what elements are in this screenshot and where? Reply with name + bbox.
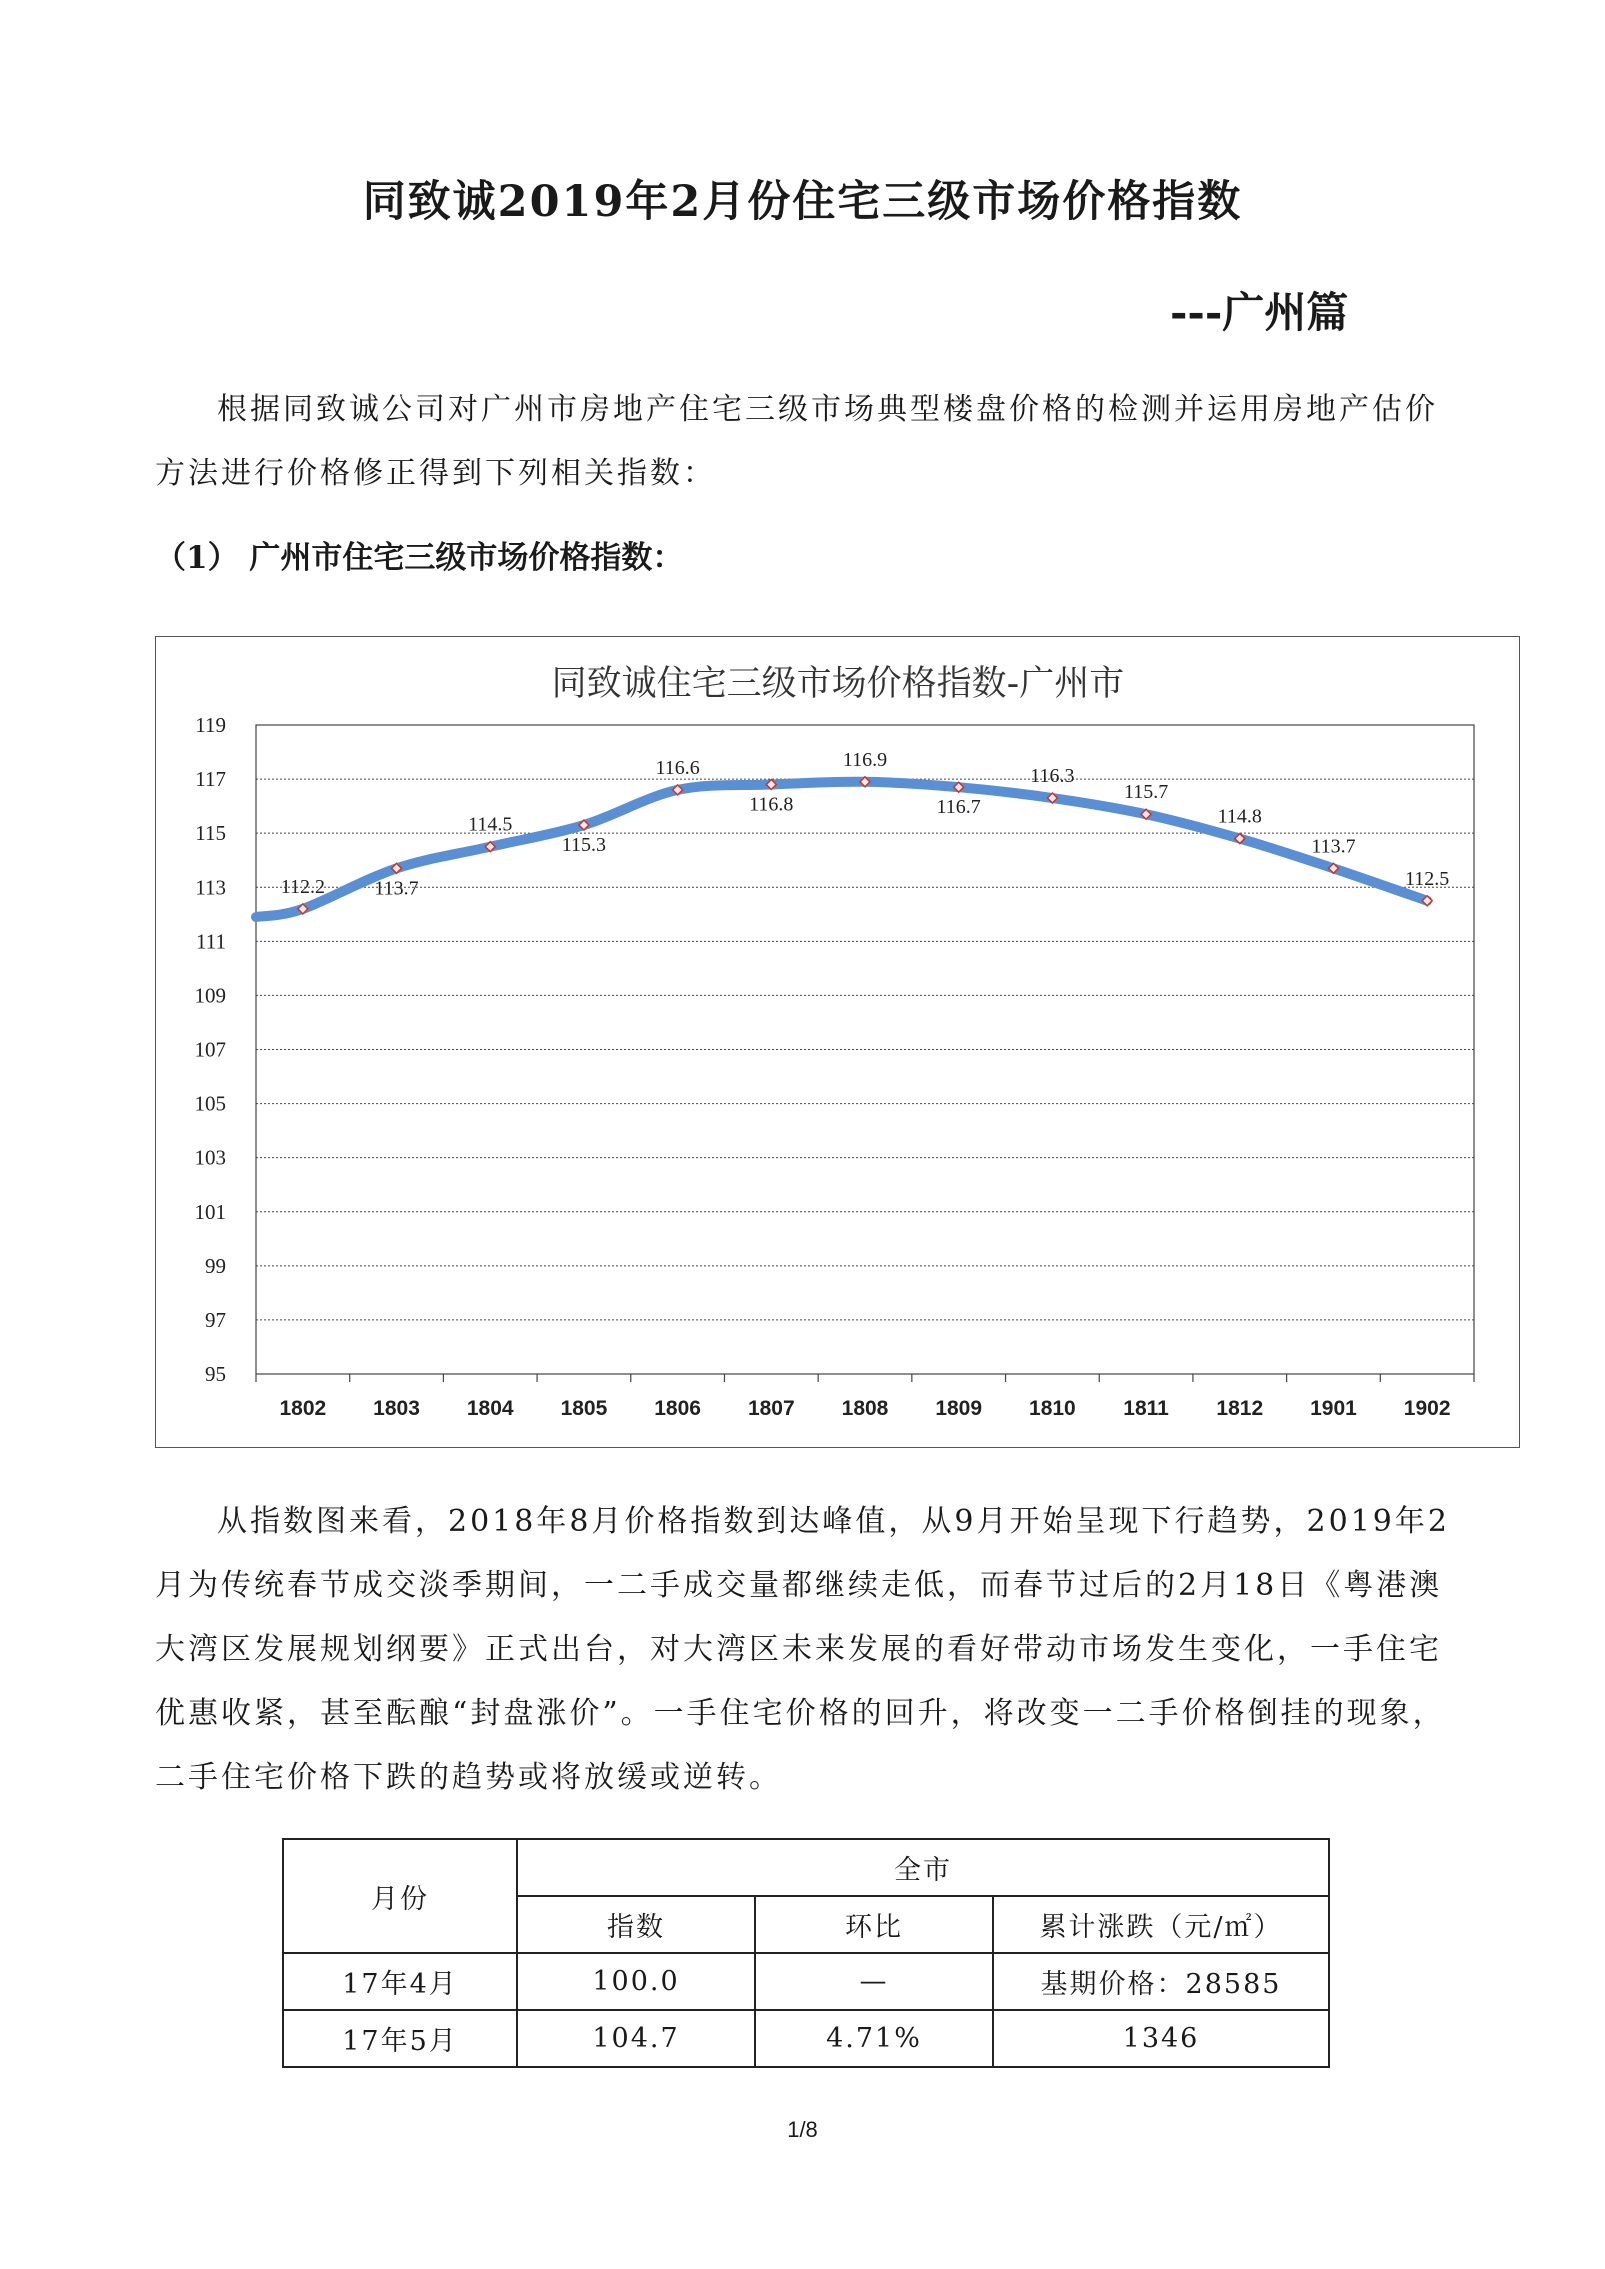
- data-label: 112.2: [280, 875, 325, 898]
- x-tick-label: 1804: [466, 1397, 514, 1420]
- section-heading: （1） 广州市住宅三级市场价格指数：: [155, 540, 684, 576]
- header-citywide: 全市: [517, 1839, 1329, 1896]
- page-title: 同致诚2019年2月份住宅三级市场价格指数: [362, 177, 1243, 227]
- chart-svg: [156, 637, 1521, 1449]
- chart-title: 同致诚住宅三级市场价格指数-广州市: [551, 664, 1125, 704]
- data-label: 112.5: [1405, 867, 1450, 890]
- header-mom: 环比: [755, 1896, 993, 1953]
- data-label: 114.8: [1217, 805, 1262, 828]
- x-tick-label: 1901: [1310, 1397, 1357, 1420]
- cell-month: 17年5月: [283, 2010, 517, 2067]
- x-tick-label: 1806: [654, 1397, 701, 1420]
- x-tick-label: 1902: [1403, 1397, 1451, 1420]
- y-tick-label: 101: [194, 1199, 226, 1224]
- page-number: 1/8: [787, 2117, 818, 2142]
- y-tick-label: 99: [205, 1253, 226, 1278]
- header-index: 指数: [517, 1896, 755, 1953]
- y-tick-label: 119: [195, 713, 226, 737]
- data-label: 114.5: [468, 813, 513, 836]
- x-tick-label: 1807: [747, 1397, 795, 1420]
- x-tick-label: 1802: [279, 1397, 327, 1420]
- intro-paragraph: 根据同致诚公司对广州市房地产住宅三级市场典型楼盘价格的检测并运用房地产估价方法进行价格修正得到下列相关指数：: [155, 392, 1438, 491]
- cell-cumulative: 1346: [993, 2010, 1329, 2067]
- series-line: [256, 782, 1427, 917]
- cell-mom: 4.71%: [755, 2010, 993, 2067]
- index-table: [282, 1838, 1330, 2068]
- x-tick-label: 1805: [560, 1397, 608, 1420]
- table-row: [283, 1953, 1329, 2010]
- data-label: 116.6: [655, 756, 700, 779]
- analysis-paragraph: 从指数图来看，2018年8月价格指数到达峰值，从9月开始呈现下行趋势，2019年2月为传统春节成交淡季期间，一二手成交量都继续走低，而春节过后的2月18日《粤港澳大湾区发展规划纲要》正式出台，对大湾区未来发展的看好带动市场发生变化，一手住宅优惠收紧，甚至酝酿“封盘涨价”。一手住宅价格的回升，将改变一二手价格倒挂的现象，二手住宅价格下跌的趋势或将放缓或逆转。: [155, 1504, 1450, 1795]
- x-tick-label: 1808: [841, 1397, 889, 1420]
- x-tick-label: 1811: [1123, 1397, 1169, 1420]
- x-tick-label: 1809: [935, 1397, 983, 1420]
- data-label: 116.9: [842, 748, 888, 771]
- data-label: 116.3: [1030, 765, 1075, 788]
- y-tick-label: 97: [205, 1307, 226, 1332]
- x-tick-label: 1810: [1029, 1397, 1076, 1420]
- data-label: 113.7: [374, 877, 419, 900]
- data-label: 116.8: [749, 793, 794, 816]
- y-tick-label: 107: [194, 1037, 226, 1062]
- y-tick-label: 113: [195, 875, 226, 900]
- x-tick-label: 1803: [373, 1397, 420, 1420]
- header-month: 月份: [283, 1839, 517, 1953]
- y-tick-label: 115: [195, 821, 226, 846]
- y-tick-label: 103: [194, 1145, 226, 1170]
- y-tick-label: 111: [196, 929, 226, 954]
- table-header-row: [283, 1839, 1329, 1896]
- y-tick-label: 95: [205, 1362, 226, 1386]
- cell-cumulative: 基期价格：28585: [993, 1953, 1329, 2010]
- data-label: 115.7: [1123, 781, 1169, 804]
- header-cumulative: 累计涨跌（元/㎡）: [993, 1896, 1329, 1953]
- cell-month: 17年4月: [283, 1953, 517, 2010]
- x-tick-label: 1812: [1216, 1397, 1264, 1420]
- cell-mom: —: [755, 1953, 993, 2010]
- cell-index: 104.7: [517, 2010, 755, 2067]
- data-label: 116.7: [936, 796, 981, 819]
- table-row: [283, 2010, 1329, 2067]
- y-tick-label: 105: [194, 1091, 226, 1116]
- data-label: 115.3: [561, 834, 607, 857]
- cell-index: 100.0: [517, 1953, 755, 2010]
- data-label: 113.7: [1311, 835, 1356, 858]
- page-subtitle: ---广州篇: [1170, 288, 1349, 337]
- y-tick-label: 117: [195, 767, 226, 792]
- price-index-chart: [155, 636, 1520, 1448]
- y-tick-label: 109: [194, 983, 226, 1008]
